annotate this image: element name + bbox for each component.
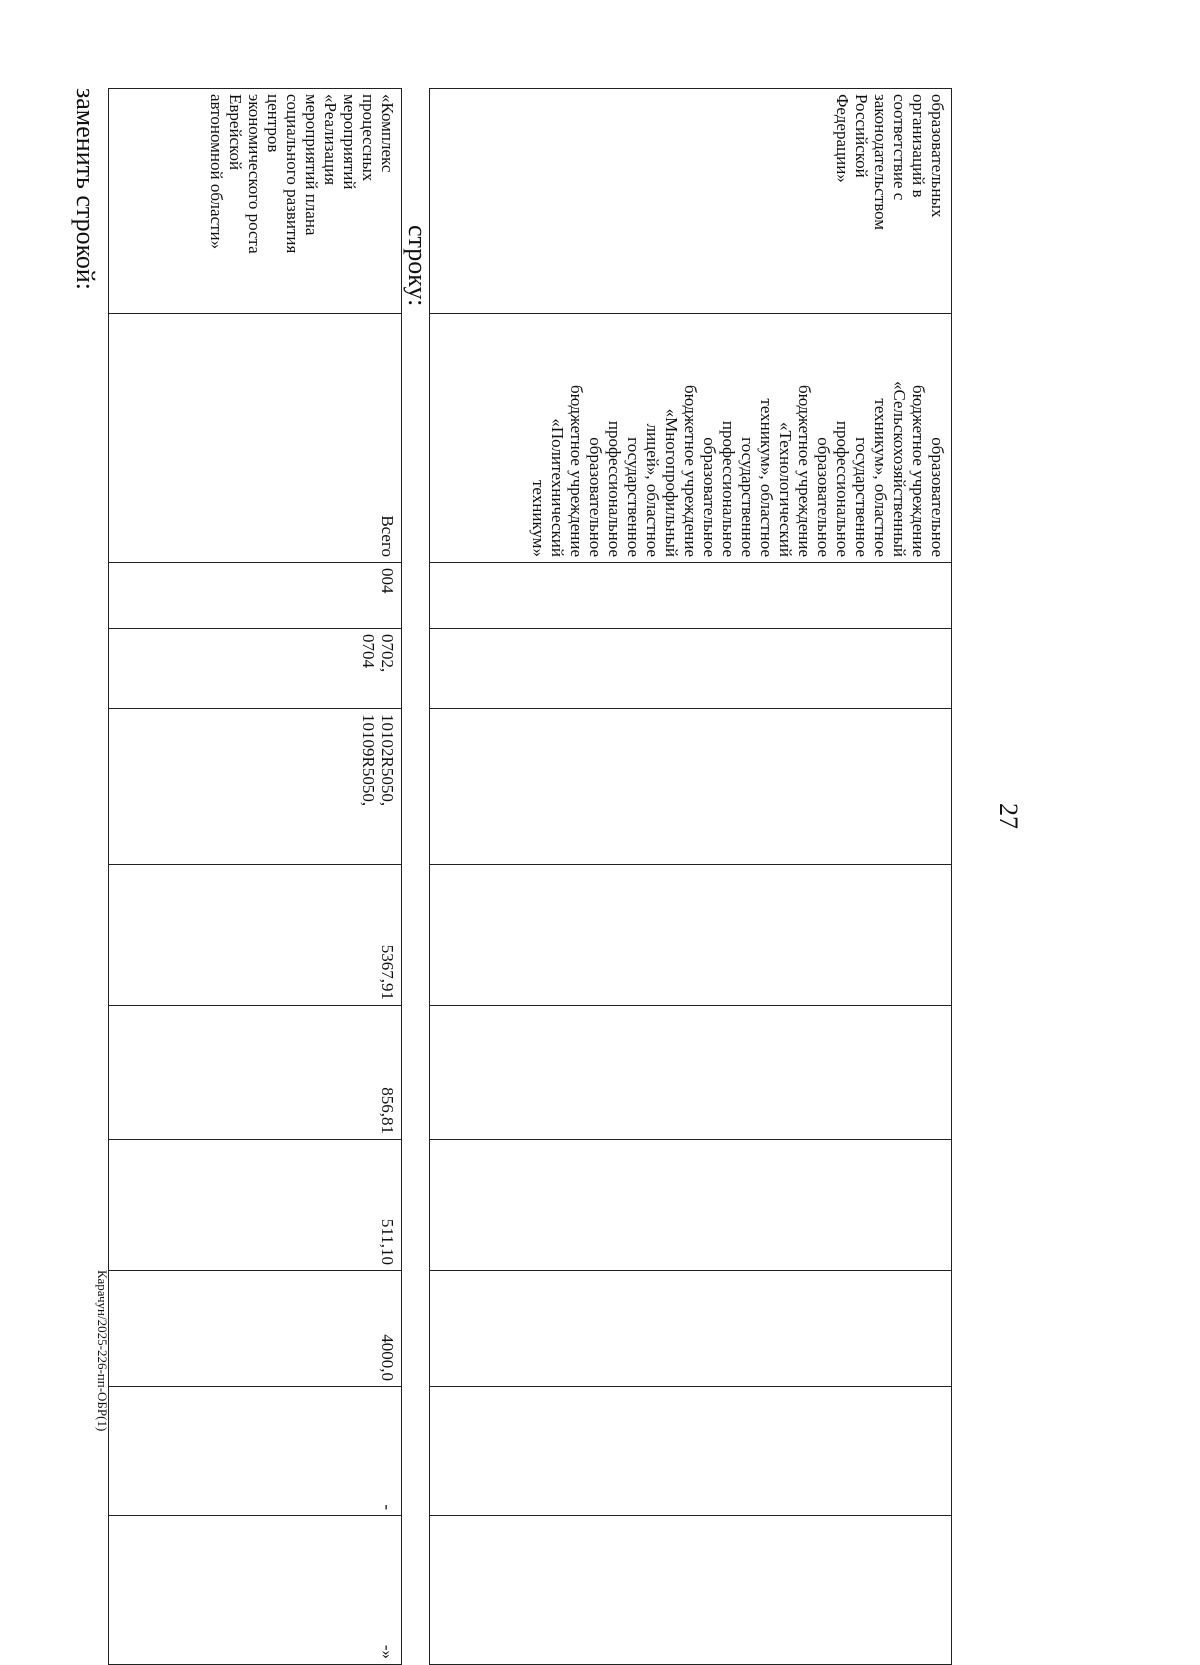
replaced-row-table: [108, 88, 402, 1665]
table-cell-executor: образовательное бюджетное учреждение «Сельскохозяйственный техникум», областное государственное профессиональное образовательное бюджетное учреждение «Технологический техникум», областное государственное профессиональное образовательное бюджетное учреждение «Многопрофильный лицей», областное государственное профессиональное образовательное бюджетное учреждение «Политехнический техникум»: [430, 314, 952, 563]
table-cell-name: образовательных организаций в соответствие с законодательством Российской Федерации»: [430, 89, 952, 314]
label-replace-row: строку:: [403, 225, 432, 307]
table-cell-grbs: [430, 563, 952, 629]
page-number: 27: [994, 803, 1023, 829]
table-cell-year-3: 4000,0: [109, 1271, 402, 1387]
table-cell-section: [430, 629, 952, 709]
table-cell-year-5: [430, 1516, 952, 1665]
table-cell-year-4: -: [109, 1387, 402, 1516]
table-cell-target-item: [430, 709, 952, 865]
table-cell-year-2: 511,10: [109, 1140, 402, 1271]
table-cell-total: 5367,91: [109, 865, 402, 1006]
table-cell-total: [430, 865, 952, 1006]
table-cell-year-2: [430, 1140, 952, 1271]
table-cell-year-4: [430, 1387, 952, 1516]
table-cell-year-1: 856,81: [109, 1006, 402, 1140]
table-cell-name: «Комплекс процессных мероприятий «Реализация мероприятий плана социального развития центров экономического роста Еврейской автономной области»: [109, 89, 402, 314]
table-cell-section: 0702, 0704: [109, 629, 402, 709]
table-cell-grbs: 004: [109, 563, 402, 629]
table-cell-executor: Всего: [109, 314, 402, 563]
document-code: Карачун/2025-226-пп-ОБР(1): [95, 1270, 110, 1432]
continuation-table: [429, 88, 952, 1665]
table-row: [109, 89, 402, 1665]
label-replace-with: заменить строкой:: [71, 88, 100, 291]
table-cell-target-item: 10102R5050, 10109R5050,: [109, 709, 402, 865]
table-row: [430, 89, 952, 1665]
table-cell-year-1: [430, 1006, 952, 1140]
table-cell-year-3: [430, 1271, 952, 1387]
table-cell-year-5: -»: [109, 1516, 402, 1665]
